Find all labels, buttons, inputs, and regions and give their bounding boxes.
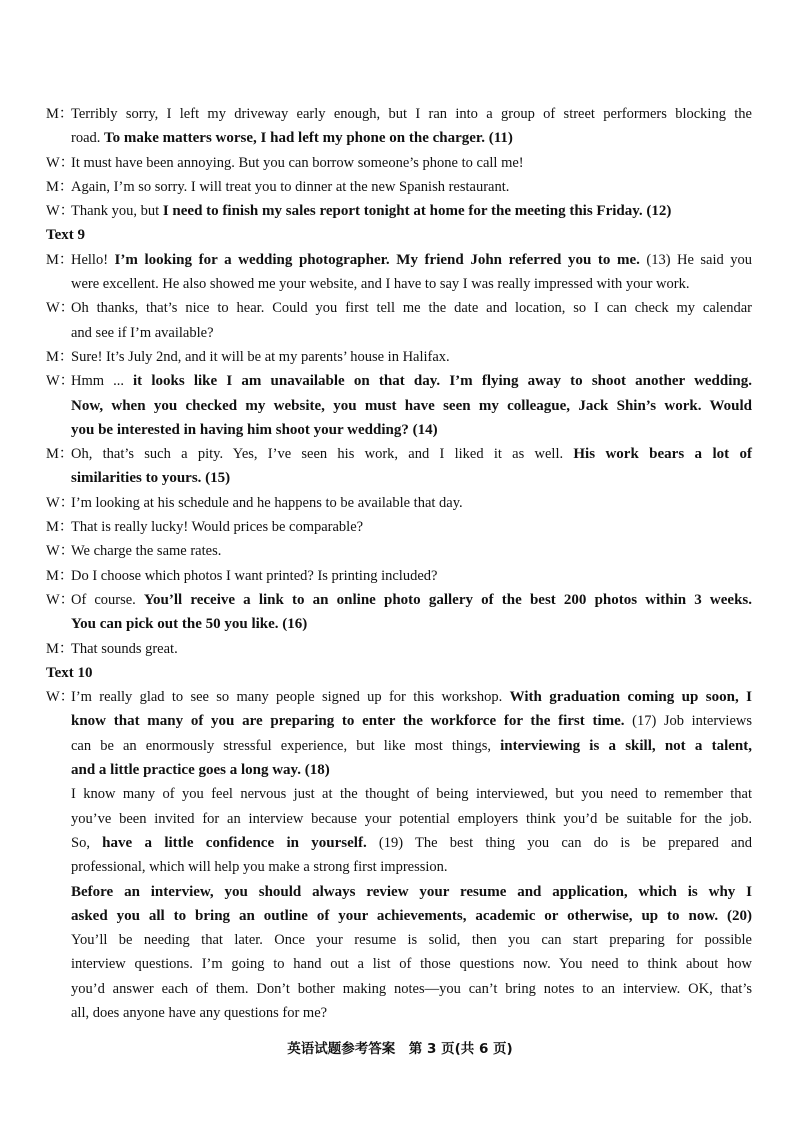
speaker-label xyxy=(46,539,74,563)
dialogue-continuation-line xyxy=(46,758,752,782)
answer-key-text: Now, when you checked my website, you must have seen my colleague, Jack Shin’s work. Would xyxy=(71,397,752,414)
transcript-text: interview questions. I’m going to hand out a list of those questions now. You need to think about how xyxy=(71,956,752,973)
line-text xyxy=(71,904,752,928)
speaker-separator: ： xyxy=(58,106,74,122)
dialogue-line xyxy=(46,637,752,661)
speaker-label xyxy=(46,248,73,272)
speaker-label xyxy=(46,296,74,320)
answer-key-text: (18) xyxy=(300,762,330,779)
line-text xyxy=(71,685,752,709)
transcript-text: You’ll be needing that later. Once your resume is solid, then you can start preparing for possible xyxy=(71,932,752,949)
speaker-initial: W xyxy=(46,373,60,390)
line-text xyxy=(71,612,752,636)
transcript-text: (17) Job interviews xyxy=(624,713,752,730)
line-text xyxy=(71,977,752,1001)
speaker-label xyxy=(46,637,73,661)
dialogue-continuation-line xyxy=(46,321,752,345)
dialogue-continuation-line xyxy=(46,782,752,806)
transcript-text: Hello! xyxy=(71,251,115,268)
speaker-initial: W xyxy=(46,494,60,511)
answer-key-text: you be interested in having him shoot your wedding? xyxy=(71,421,409,438)
answer-key-text: You can pick out the 50 you like. xyxy=(71,616,279,633)
answer-key-text: I’m looking for a wedding photographer. My friend John referred you to me. xyxy=(114,251,640,268)
line-text xyxy=(71,345,752,369)
speaker-label xyxy=(46,151,74,175)
answer-key-text: interviewing is a skill, not a talent, xyxy=(500,737,752,754)
line-text xyxy=(71,758,752,782)
transcript-text: Do I choose which photos I want printed? Is printing included? xyxy=(71,567,438,584)
speaker-initial: M xyxy=(46,348,59,365)
transcript-text: Oh, that’s such a pity. Yes, I’ve seen his work, and I liked it as well. xyxy=(71,446,574,463)
transcript-text: I’m looking at his schedule and he happens to be available that day. xyxy=(71,494,463,511)
line-text xyxy=(71,321,752,345)
transcript-text: were excellent. He also showed me your website, and I have to say I was really impressed with your work. xyxy=(71,276,690,293)
speaker-separator: ： xyxy=(59,203,75,220)
speaker-label xyxy=(46,685,74,709)
transcript-text: (13) He said you xyxy=(639,251,752,268)
answer-key-text: (11) xyxy=(484,130,513,147)
speaker-separator: ： xyxy=(58,446,74,463)
line-text xyxy=(71,296,752,320)
transcript-text: can be an enormously stressful experience, but like most things, xyxy=(71,737,501,754)
dialogue-line xyxy=(46,539,752,563)
speaker-initial: W xyxy=(46,300,60,317)
dialogue-line xyxy=(46,442,752,466)
transcript-text: Sure! It’s July 2nd, and it will be at my parents’ house in Halifax. xyxy=(71,348,450,365)
dialogue-continuation-line xyxy=(46,709,752,733)
speaker-label xyxy=(46,199,74,223)
dialogue-line xyxy=(46,345,752,369)
speaker-separator: ： xyxy=(59,300,75,317)
speaker-label xyxy=(46,175,73,199)
dialogue-line xyxy=(46,515,752,539)
transcript-text: Of course. xyxy=(71,591,144,608)
transcript-text: I’m really glad to see so many people signed up for this workshop. xyxy=(71,689,510,706)
dialogue-continuation-line xyxy=(46,418,752,442)
transcript-text: We charge the same rates. xyxy=(71,543,222,560)
speaker-separator: ： xyxy=(58,640,74,657)
answer-key-text: and a little practice goes a long way. xyxy=(71,762,301,779)
line-text xyxy=(71,880,752,904)
dialogue-continuation-line xyxy=(46,977,752,1001)
dialogue-continuation-line xyxy=(46,831,752,855)
speaker-separator: ： xyxy=(58,251,74,268)
speaker-initial: M xyxy=(46,178,59,195)
answer-key-text: (12) xyxy=(642,203,672,220)
speaker-initial: W xyxy=(46,543,60,560)
answer-key-text: asked you all to bring an outline of your achievements, academic or otherwise, up to now. xyxy=(71,907,719,924)
document-page xyxy=(46,102,752,1025)
transcript-text: That sounds great. xyxy=(71,640,178,657)
dialogue-line xyxy=(46,151,752,175)
line-text xyxy=(71,831,752,855)
answer-key-text: (20) xyxy=(718,907,752,924)
dialogue-line xyxy=(46,199,752,223)
transcript-text: I know many of you feel nervous just at the thought of being interviewed, but you need to remember that xyxy=(71,786,752,803)
dialogue-line xyxy=(46,175,752,199)
answer-key-text: (15) xyxy=(201,470,231,487)
speaker-initial: W xyxy=(46,689,60,706)
line-text xyxy=(71,855,752,879)
speaker-separator: ： xyxy=(59,689,75,706)
line-text xyxy=(71,442,752,466)
transcript-text: you’d answer each of them. Don’t bother making notes—you can’t bring notes to an interview. OK, that’s xyxy=(71,980,752,997)
speaker-initial: M xyxy=(46,640,59,657)
dialogue-continuation-line xyxy=(46,126,752,150)
answer-key-text: To make matters worse, I had left my phone on the charger. xyxy=(104,130,485,147)
line-text xyxy=(71,539,752,563)
transcript-text: Oh thanks, that’s nice to hear. Could you first tell me the date and location, so I can check my calendar xyxy=(71,300,752,317)
section-heading: Text 9 xyxy=(46,227,86,244)
line-text xyxy=(71,151,752,175)
speaker-initial: W xyxy=(46,591,60,608)
dialogue-line xyxy=(46,296,752,320)
transcript-text: Again, I’m so sorry. I will treat you to dinner at the new Spanish restaurant. xyxy=(71,178,510,195)
speaker-separator: ： xyxy=(58,519,74,536)
transcript-text: you’ve been invited for an interview because your potential employers think you’d be suitable for the job. xyxy=(71,810,752,827)
transcript-text: Hmm ... xyxy=(71,373,133,390)
answer-key-text: You’ll receive a link to an online photo gallery of the best 200 photos within 3 weeks. xyxy=(143,591,752,608)
dialogue-continuation-line xyxy=(46,734,752,758)
answer-key-text: similarities to yours. xyxy=(71,470,202,487)
line-text xyxy=(71,272,752,296)
dialogue-line xyxy=(46,491,752,515)
line-text xyxy=(71,175,752,199)
dialogue-line xyxy=(46,685,752,709)
transcript-text: It must have been annoying. But you can borrow someone’s phone to call me! xyxy=(71,154,524,171)
speaker-separator: ： xyxy=(59,373,75,390)
transcript-text: So, xyxy=(71,834,103,851)
page-footer: 英语试题参考答案 第 3 页(共 6 页) xyxy=(287,1041,513,1057)
speaker-initial: W xyxy=(46,203,60,220)
line-text xyxy=(71,782,752,806)
line-text xyxy=(71,807,752,831)
dialogue-continuation-line xyxy=(46,466,752,490)
line-text xyxy=(71,637,752,661)
dialogue-continuation-line xyxy=(46,807,752,831)
transcript-text: Thank you, but xyxy=(71,203,163,220)
line-text xyxy=(71,1001,752,1025)
line-text xyxy=(71,418,752,442)
speaker-label xyxy=(46,345,73,369)
speaker-initial: M xyxy=(46,106,59,122)
speaker-separator: ： xyxy=(59,591,75,608)
line-text xyxy=(71,515,752,539)
speaker-separator: ： xyxy=(58,348,74,365)
transcript-text: Terribly sorry, I left my driveway early enough, but I ran into a group of street performers blocking the xyxy=(71,106,752,122)
line-text xyxy=(71,466,752,490)
answer-key-text: know that many of you are preparing to enter the workforce for the first time. xyxy=(71,713,625,730)
line-text xyxy=(71,394,752,418)
transcript-text: (19) The best thing you can do is be prepared and xyxy=(366,834,752,851)
dialogue-continuation-line xyxy=(46,272,752,296)
dialogue-continuation-line xyxy=(46,880,752,904)
speaker-initial: M xyxy=(46,519,59,536)
speaker-separator: ： xyxy=(59,154,75,171)
answer-key-text: Before an interview, you should always review your resume and application, which is why I xyxy=(71,883,752,900)
speaker-separator: ： xyxy=(59,543,75,560)
speaker-label xyxy=(46,564,73,588)
line-text xyxy=(71,952,752,976)
speaker-separator: ： xyxy=(59,494,75,511)
dialogue-continuation-line xyxy=(46,1001,752,1025)
line-text xyxy=(71,709,752,733)
dialogue-continuation-line xyxy=(46,394,752,418)
line-text xyxy=(71,928,752,952)
speaker-initial: M xyxy=(46,251,59,268)
transcript-text: That is really lucky! Would prices be comparable? xyxy=(71,519,364,536)
speaker-label xyxy=(46,442,73,466)
line-text xyxy=(71,588,752,612)
dialogue-line xyxy=(46,102,752,126)
section-heading: Text 10 xyxy=(46,664,93,681)
transcript-text: road. xyxy=(71,130,105,147)
dialogue-line xyxy=(46,248,752,272)
dialogue-continuation-line xyxy=(46,612,752,636)
speaker-separator: ： xyxy=(58,567,74,584)
speaker-label xyxy=(46,369,74,393)
dialogue-continuation-line xyxy=(46,904,752,928)
answer-key-text: I need to finish my sales report tonight at home for the meeting this Friday. xyxy=(162,203,643,220)
transcript-text: all, does anyone have any questions for me? xyxy=(71,1004,328,1021)
line-text xyxy=(71,199,752,223)
speaker-label xyxy=(46,491,74,515)
transcript-text: and see if I’m available? xyxy=(71,324,214,341)
speaker-initial: M xyxy=(46,567,59,584)
transcript-text: professional, which will help you make a strong first impression. xyxy=(71,859,448,876)
line-text xyxy=(71,369,752,393)
speaker-initial: M xyxy=(46,446,59,463)
speaker-separator: ： xyxy=(58,178,74,195)
dialogue-continuation-line xyxy=(46,928,752,952)
answer-key-text: With graduation coming up soon, I xyxy=(509,689,752,706)
dialogue-continuation-line xyxy=(46,855,752,879)
line-text xyxy=(71,564,752,588)
line-text xyxy=(71,248,752,272)
speaker-label xyxy=(46,515,73,539)
speaker-initial: W xyxy=(46,154,60,171)
line-text xyxy=(71,734,752,758)
answer-key-text: His work bears a lot of xyxy=(573,446,752,463)
dialogue-line xyxy=(46,369,752,393)
dialogue-line xyxy=(46,564,752,588)
answer-key-text: have a little confidence in yourself. xyxy=(102,834,367,851)
answer-key-text: it looks like I am unavailable on that day. I’m flying away to shoot another wedding. xyxy=(133,373,753,390)
dialogue-continuation-line xyxy=(46,952,752,976)
dialogue-line xyxy=(46,588,752,612)
answer-key-text: (14) xyxy=(408,421,438,438)
line-text xyxy=(71,102,752,126)
speaker-label xyxy=(46,588,74,612)
line-text xyxy=(71,491,752,515)
speaker-label xyxy=(46,102,73,126)
line-text xyxy=(71,126,752,150)
answer-key-text: (16) xyxy=(278,616,308,633)
